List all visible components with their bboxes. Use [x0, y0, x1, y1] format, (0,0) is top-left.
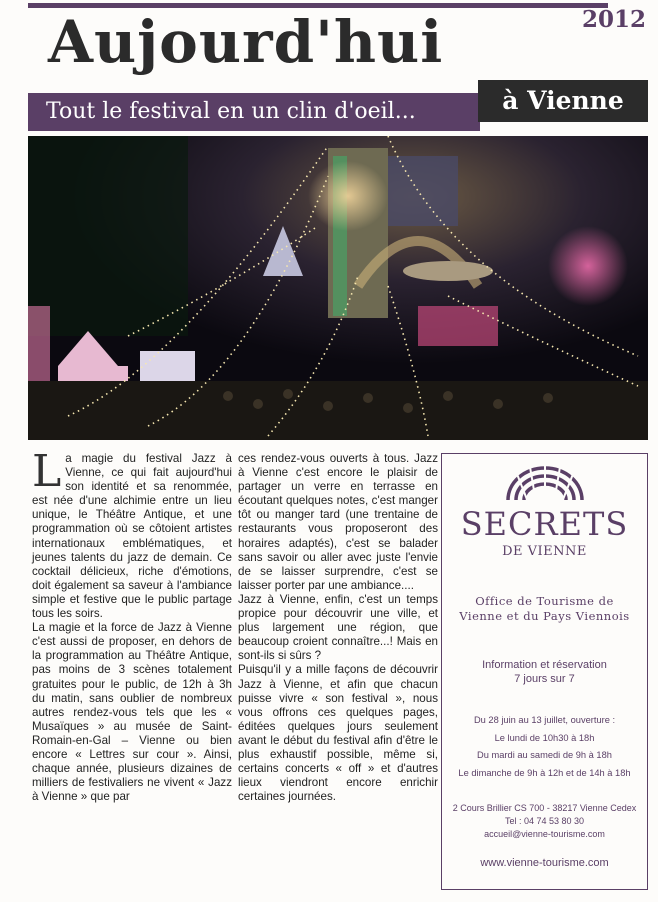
masthead-city: à Vienne	[478, 80, 648, 122]
phone-line: Tel : 04 74 53 80 30	[504, 816, 585, 826]
info-line: 7 jours sur 7	[514, 673, 575, 685]
ad-office-name	[442, 594, 647, 624]
tourism-office-ad	[441, 453, 648, 890]
ad-contact	[442, 802, 647, 841]
website-link[interactable]: www.vienne-tourisme.com	[480, 857, 609, 869]
hours-line: Le dimanche de 9h à 12h et de 14h à 18h	[458, 767, 631, 778]
article-column-2	[238, 452, 438, 804]
article-paragraph: La magie et la force de Jazz à Vienne c'est aussi de proposer, en dehors de la programmation au Théâtre Antique, pas moins de 3 scènes totalement gratuites pour le public, de 12h à 3h du matin, sans oublier de nombreux autres rendez-vous tels que les « Musaïques » au musée de Saint-Romain-en-Gal – Vienne ou bien encore « Lettres sur cour ». Ainsi, chaque année, plusieurs dizaines de milliers de festivaliers ne vivent « Jazz à Vienne » que par	[32, 621, 232, 804]
office-line: Office de Tourisme de	[475, 594, 614, 608]
hours-line: Le lundi de 10h30 à 18h	[494, 732, 595, 743]
hours-line: Du mardi au samedi de 9h à 18h	[477, 750, 612, 760]
festival-night-photo	[28, 136, 648, 440]
address-line: 2 Cours Brillier CS 700 - 38217 Vienne Cedex	[452, 803, 637, 813]
ad-brand-sub: DE VIENNE	[502, 544, 587, 559]
article-paragraph: Puisqu'il y a mille façons de découvrir Jazz à Vienne, et afin que chacun puisse vivre « son festival », nous vous offrons ces quelques pages, éditées quelques jours seulement avant le début du festival afin d'être le plus exhaustif possible, même si, certains concerts « off » et d'autres lieux viendront encore enrichir certaines journées.	[238, 663, 438, 804]
article-intro-paragraph	[32, 446, 232, 621]
info-line: Information et réservation	[482, 659, 607, 671]
intro-text: a magie du festival Jazz à Vienne, ce qui fait aujourd'hui son identité et sa renommée, est née d'une alchimie entre un lieu unique, le Théâtre Antique, et une programmation où se côtoient artistes internationaux emblématiques, et jeunes talents du jazz de demain. Ce cocktail délicieux, riche d'émotions, doit également sa saveur à l'ambiance simple et festive que le public partage tous les soirs.	[32, 452, 232, 621]
masthead-title: Aujourd'hui	[48, 8, 444, 76]
amphitheatre-arc-icon	[500, 462, 590, 504]
masthead-tagline: Tout le festival en un clin d'oeil...	[28, 93, 480, 131]
article-paragraph: ces rendez-vous ouverts à tous. Jazz à Vienne c'est encore le plaisir de partager un verre en terrasse en écoutant quelques notes, c'est manger tôt ou manger tard (une trentaine de restaurants vous proposeront des horaires adaptés), c'est se balader sans savoir ou aller avec juste l'envie de se laisser surprendre, c'est se laisser porter par une ambiance....	[238, 452, 438, 592]
office-line: Vienne et du Pays Viennois	[459, 609, 630, 623]
hours-line: Du 28 juin au 13 juillet, ouverture :	[473, 715, 616, 725]
article-column-1	[32, 446, 232, 804]
ad-brand: SECRETS	[460, 505, 629, 543]
edition-year: 2012	[581, 6, 646, 33]
ad-info	[442, 658, 647, 686]
article-paragraph: Jazz à Vienne, enfin, c'est un temps propice pour découvrir une ville, et plus largement une région, que beaucoup croient connaître...! Mais en sont-ils si sûrs ?	[238, 592, 438, 663]
drop-cap: L	[32, 446, 62, 497]
ad-opening-hours	[442, 712, 647, 782]
email-link[interactable]: accueil@vienne-tourisme.com	[484, 829, 605, 839]
